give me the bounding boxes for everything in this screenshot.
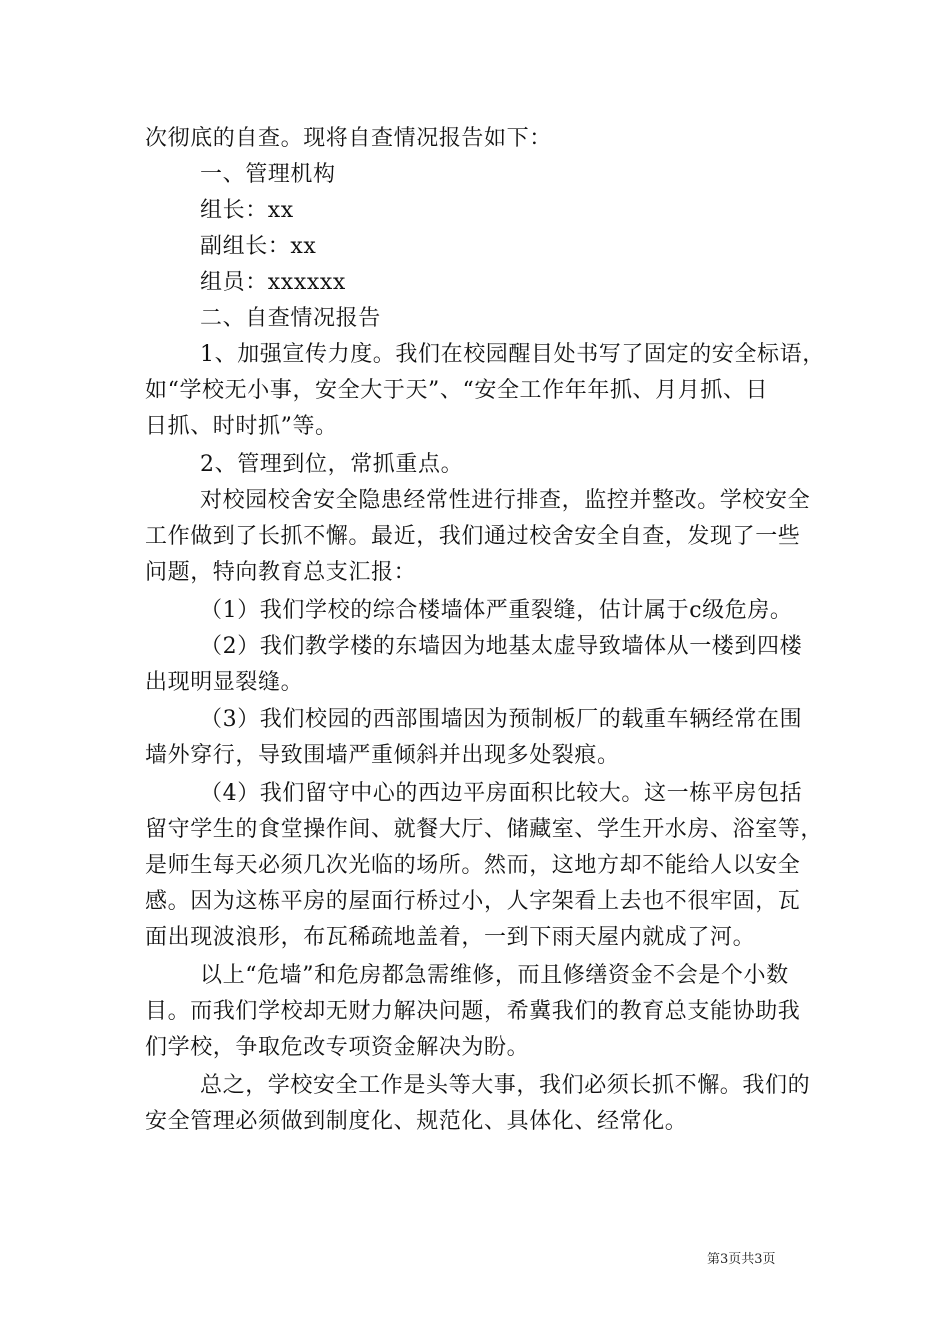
text-line: 感。因为这栋平房的屋面行桥过小，人字架看上去也不很牢固，瓦 — [145, 889, 801, 914]
list-item: （4）我们留守中心的西边平房面积比较大。这一栋平房包括 — [200, 781, 803, 806]
list-item: （3）我们校园的西部围墙因为预制板厂的载重车辆经常在围 — [200, 707, 803, 732]
text-line: 墙外穿行，导致围墙严重倾斜并出现多处裂痕。 — [145, 743, 620, 768]
text-line: 留守学生的食堂操作间、就餐大厅、储藏室、学生开水房、浴室等， — [145, 817, 824, 842]
text-line: 日抓、时时抓”等。 — [145, 414, 338, 439]
text-line: 组长：xx — [200, 198, 294, 223]
text-line: 是师生每天必须几次光临的场所。然而，这地方却不能给人以安全 — [145, 853, 801, 878]
text-line: 次彻底的自查。现将自查情况报告如下： — [145, 126, 552, 151]
text-line: 组员：xxxxxx — [200, 270, 346, 295]
page-number: 第3页共3页 — [707, 1252, 776, 1267]
text-line: 安全管理必须做到制度化、规范化、具体化、经常化。 — [145, 1109, 688, 1134]
section-heading: 一、管理机构 — [200, 162, 336, 187]
text-line: 问题，特向教育总支汇报： — [145, 560, 417, 585]
text-line: 副组长：xx — [200, 234, 317, 259]
text-line: 们学校，争取危改专项资金解决为盼。 — [145, 1035, 530, 1060]
text-line: 2、管理到位，常抓重点。 — [200, 452, 464, 477]
text-line: 目。而我们学校却无财力解决问题，希冀我们的教育总支能协助我 — [145, 999, 801, 1024]
text-line: 工作做到了长抓不懈。最近，我们通过校舍安全自查，发现了一些 — [145, 524, 801, 549]
text-line: 如“学校无小事，安全大于天”、“安全工作年年抓、月月抓、日 — [145, 378, 769, 403]
list-item: （2）我们教学楼的东墙因为地基太虚导致墙体从一楼到四楼 — [200, 634, 803, 659]
text-line: 总之，学校安全工作是头等大事，我们必须长抓不懈。我们的 — [200, 1073, 811, 1098]
text-line: 对校园校舍安全隐患经常性进行排查，监控并整改。学校安全 — [200, 488, 811, 513]
text-line: 1、加强宣传力度。我们在校园醒目处书写了固定的安全标语， — [200, 342, 825, 367]
text-line: 面出现波浪形，布瓦稀疏地盖着，一到下雨天屋内就成了河。 — [145, 925, 756, 950]
text-line: 以上“危墙”和危房都急需维修，而且修缮资金不会是个小数 — [200, 963, 789, 988]
section-heading: 二、自查情况报告 — [200, 306, 381, 331]
text-line: 出现明显裂缝。 — [145, 670, 304, 695]
list-item: （1）我们学校的综合楼墙体严重裂缝，估计属于c级危房。 — [200, 598, 793, 623]
